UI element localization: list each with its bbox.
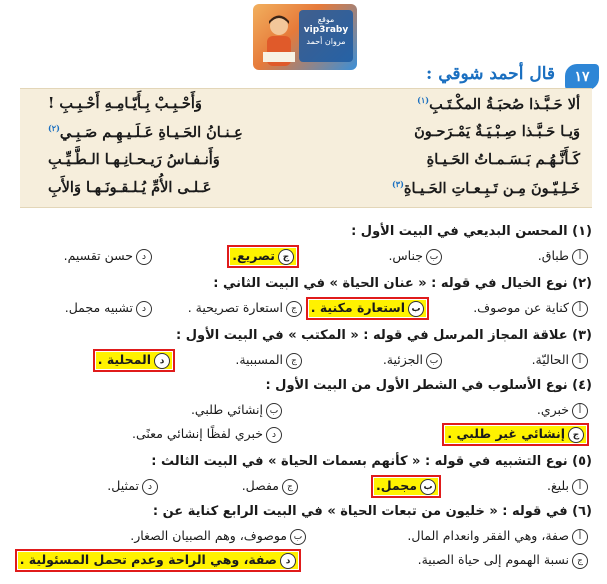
- footnote-marker: (٢): [48, 123, 60, 133]
- option-text: صفة، وهي الفقر وانعدام المال.: [407, 528, 569, 543]
- option-text: نسبة الهموم إلى حياة الصبية.: [417, 552, 569, 567]
- question-5-option-b-correct[interactable]: [374, 478, 438, 495]
- logo-panel: [299, 10, 353, 62]
- option-letter: ب: [408, 301, 424, 317]
- option-letter: ج: [282, 479, 298, 495]
- question-4-option-c-correct[interactable]: [445, 426, 586, 443]
- option-letter: ب: [266, 403, 282, 419]
- option-text: خبري لفظًا إنشائي معنًى.: [132, 426, 263, 441]
- option-letter: د: [136, 301, 152, 317]
- logo-line1: موقع: [317, 15, 335, 24]
- option-letter: ج: [568, 427, 584, 443]
- question-4-label: (٤) نوع الأسلوب في الشطر الأول من البيت الأول :: [265, 378, 592, 393]
- option-text: موصوف، وهم الصبيان الصغار.: [130, 528, 287, 543]
- verse-1-second-hemistich: وَأَحْـبِـبْ بِـأَيّـامِـهِ أَحْـبِـبِ !: [48, 95, 202, 112]
- verse-text: عِـنـانُ الحَـيـاةِ عَـلَـيـهِـم صَـبِـي: [59, 123, 243, 141]
- question-1-label: (١) المحسن البديعي في البيت الأول :: [351, 224, 592, 239]
- question-5-label: (٥) نوع التشبيه في قوله : « كأنهم بسمات الحياة » في البيت الثالث :: [151, 454, 592, 469]
- option-letter: د: [142, 479, 158, 495]
- option-letter: ب: [420, 479, 436, 495]
- verse-text: ألا حَـبَّـذا صُحبَـةُ المكْـتَـبِ: [429, 95, 580, 113]
- option-text: بليغ.: [546, 478, 569, 493]
- option-letter: ج: [572, 553, 588, 569]
- question-2-option-b-correct[interactable]: [309, 300, 426, 317]
- option-text: إنشائي غير طلبي .: [447, 426, 565, 441]
- option-text: طباق.: [537, 248, 569, 263]
- option-letter: د: [136, 249, 152, 265]
- question-6-option-b[interactable]: [130, 528, 306, 545]
- verse-2: [26, 123, 586, 149]
- option-letter: د: [154, 353, 170, 369]
- question-3-option-a[interactable]: [532, 352, 588, 369]
- question-1-option-c-correct[interactable]: [230, 248, 296, 265]
- verse-4-first-hemistich: [392, 179, 580, 197]
- question-6-label: (٦) في قوله : « خليون من تبعات الحياة » في البيت الرابع كناية عن :: [152, 504, 592, 519]
- question-1-option-b[interactable]: [388, 248, 442, 265]
- option-letter: أ: [572, 353, 588, 369]
- poem-box: [20, 88, 592, 208]
- question-6-option-d-correct[interactable]: [18, 552, 298, 569]
- question-number-badge: [565, 64, 599, 90]
- option-text: صفة، وهي الراحة وعدم تحمل المسئولية .: [19, 552, 277, 567]
- question-5-option-c[interactable]: [242, 478, 298, 495]
- option-text: تصريع.: [232, 248, 275, 263]
- question-title: قال أحمد شوقي :: [426, 64, 555, 84]
- option-letter: أ: [572, 403, 588, 419]
- verse-1: [26, 95, 586, 121]
- questions-section: [20, 218, 592, 580]
- verse-4: [26, 179, 586, 205]
- question-2-option-d[interactable]: [65, 300, 152, 317]
- option-letter: ب: [426, 249, 442, 265]
- question-3-option-c[interactable]: [235, 352, 302, 369]
- option-text: المسببية.: [235, 352, 283, 367]
- student-illustration-icon: [259, 12, 299, 68]
- footnote-marker: (١): [417, 95, 430, 105]
- option-letter: ب: [290, 529, 306, 545]
- option-letter: ب: [426, 353, 442, 369]
- option-letter: ج: [278, 249, 294, 265]
- option-text: تشبيه مجمل.: [64, 300, 133, 315]
- question-number: ١٧: [574, 69, 590, 85]
- logo-site-name: vip3raby: [303, 25, 349, 35]
- question-3-option-b[interactable]: [383, 352, 442, 369]
- verse-1-first-hemistich: [417, 95, 580, 113]
- option-text: تمثيل.: [107, 478, 139, 493]
- option-letter: أ: [572, 249, 588, 265]
- verse-3: [26, 151, 586, 177]
- option-text: استعارة مكنية .: [310, 300, 405, 315]
- option-text: حسن تقسيم.: [63, 248, 133, 263]
- option-text: المحلية .: [97, 352, 151, 367]
- verse-2-first-hemistich: وَيـا حَـبَّـذا صِـبْـيَـةٌ يَمْـرَحـونَ: [414, 123, 580, 140]
- option-letter: ج: [286, 353, 302, 369]
- verse-3-first-hemistich: كَـأَنَّـهُـم بَـسَـمـاتُ الحَـيـاةِ: [426, 151, 580, 168]
- question-4-option-d[interactable]: [132, 426, 282, 443]
- question-2-label: (٢) نوع الخيال في قوله : « عنان الحياة » في البيت الثاني :: [213, 276, 592, 291]
- option-letter: أ: [572, 479, 588, 495]
- verse-4-second-hemistich: عَـلـى الأُمِّ يُـلـقـونَـهـا وَالأَبِ: [48, 179, 212, 196]
- question-1-option-d[interactable]: [64, 248, 152, 265]
- question-3-option-d-correct[interactable]: [96, 352, 172, 369]
- question-header: [389, 62, 599, 90]
- question-5-option-d[interactable]: [107, 478, 158, 495]
- option-letter: د: [266, 427, 282, 443]
- verse-text: خَـلِـيّـونَ مِـن تَـبِـعـاتِ الحَـيـاةِ: [403, 179, 580, 197]
- option-letter: أ: [572, 529, 588, 545]
- option-letter: أ: [572, 301, 588, 317]
- question-4-option-b[interactable]: [191, 402, 282, 419]
- question-2-option-a[interactable]: [473, 300, 588, 317]
- question-5-option-a[interactable]: [547, 478, 588, 495]
- question-6-option-a[interactable]: [407, 528, 588, 545]
- question-4-option-a[interactable]: [537, 402, 588, 419]
- option-letter: ج: [286, 301, 302, 317]
- option-text: خبري.: [536, 402, 569, 417]
- option-text: استعارة تصريحية .: [187, 300, 283, 315]
- verse-2-second-hemistich: [48, 123, 243, 141]
- question-3-label: (٣) علاقة المجاز المرسل في قوله : « المكتب » في البيت الأول :: [176, 328, 592, 343]
- logo-author: مروان أحمد: [306, 37, 346, 46]
- option-text: جناس.: [388, 248, 423, 263]
- question-1-option-a[interactable]: [538, 248, 588, 265]
- site-logo: [253, 4, 357, 70]
- footnote-marker: (٣): [391, 179, 404, 189]
- option-text: كناية عن موصوف.: [473, 300, 569, 315]
- option-text: مجمل.: [375, 478, 417, 493]
- option-text: إنشائي طلبي.: [190, 402, 263, 417]
- question-6-option-c[interactable]: [418, 552, 588, 569]
- option-text: مفصل.: [241, 478, 279, 493]
- option-text: الجزئية.: [382, 352, 423, 367]
- verse-3-second-hemistich: وَأَنـفـاسُ رَيـحـانِـهـا الـطَّـيِّـبِ: [48, 151, 220, 168]
- option-letter: د: [280, 553, 296, 569]
- question-2-option-c[interactable]: [188, 300, 302, 317]
- option-text: الحاليّة.: [531, 352, 569, 367]
